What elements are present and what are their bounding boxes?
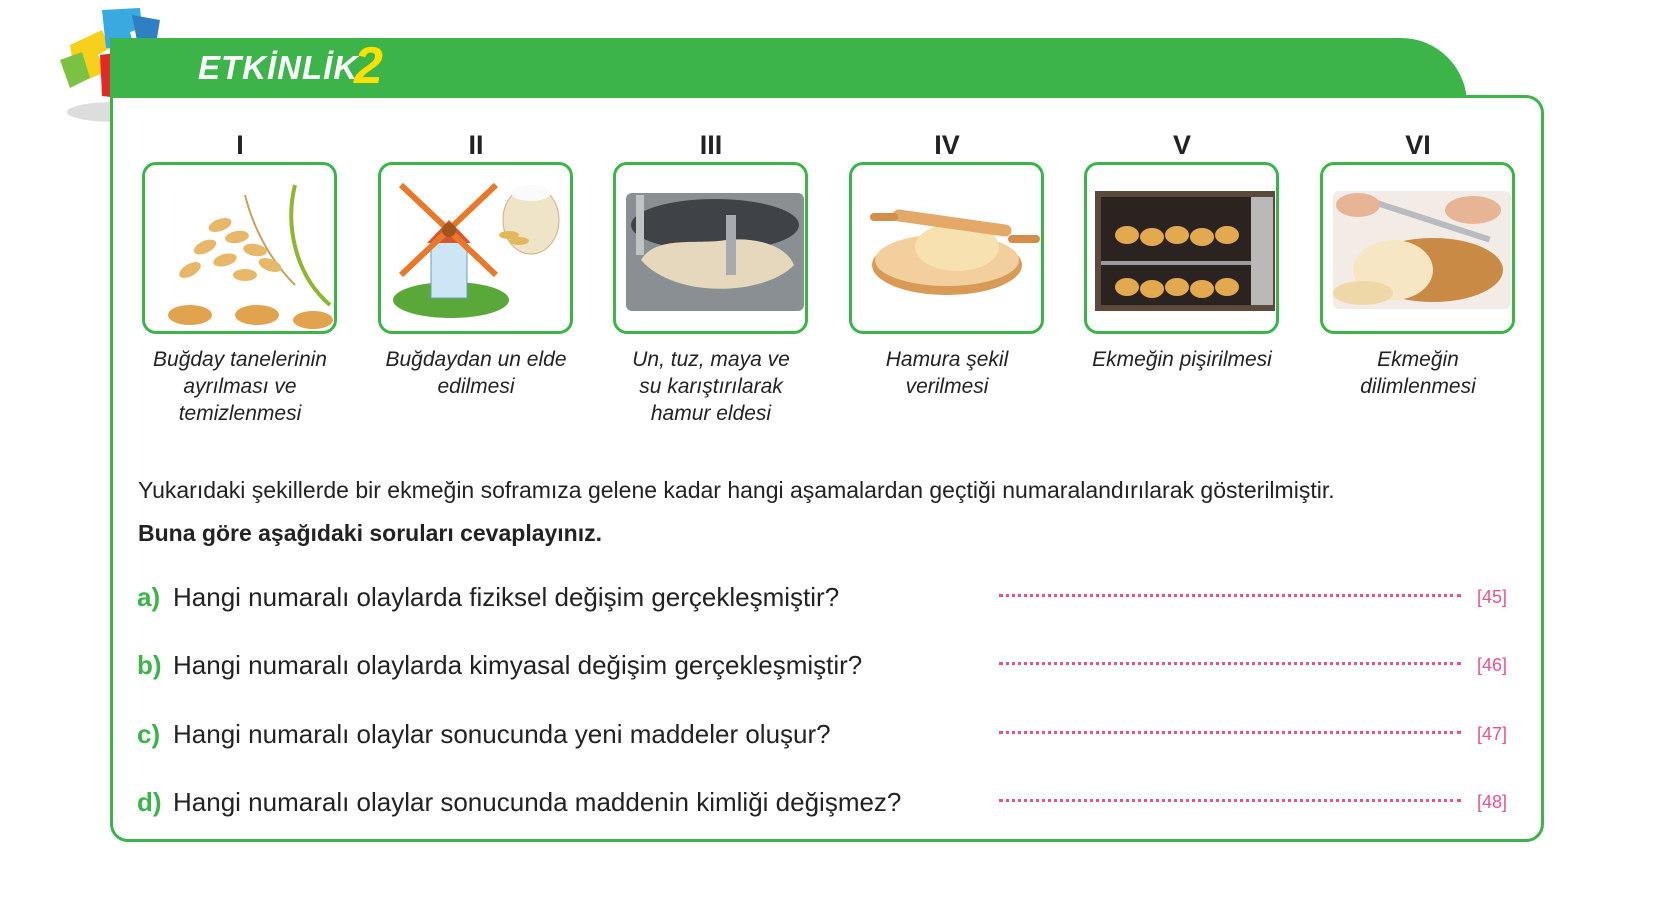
step-image-dough-mixer <box>613 162 808 334</box>
step-3 <box>611 128 811 427</box>
step-4 <box>847 128 1047 400</box>
step-image-bread-slicing <box>1320 162 1515 334</box>
step-numeral: I <box>236 130 244 160</box>
step-caption: Buğday tanelerinin ayrılması ve temizlenmesi <box>153 348 327 425</box>
step-image-bread-oven <box>1084 162 1279 334</box>
answer-line[interactable] <box>999 799 1461 802</box>
step-caption: Hamura şekil verilmesi <box>885 348 1009 398</box>
question-letter: c) <box>137 719 161 749</box>
step-image-wheat-grains <box>142 162 337 334</box>
step-numeral: V <box>1172 130 1191 160</box>
question-text: Hangi numaralı olaylar sonucunda yeni maddeler oluşur? <box>173 719 831 749</box>
step-numeral: III <box>699 130 723 160</box>
step-caption: Ekmeğin pişirilmesi <box>1092 348 1272 371</box>
step-numeral: II <box>468 130 484 160</box>
step-1 <box>140 128 340 427</box>
step-numeral: IV <box>934 130 960 160</box>
step-image-windmill-flour <box>378 162 573 334</box>
intro-text: Yukarıdaki şekillerde bir ekmeğin soframıza gelene kadar hangi aşamalardan geçtiği numaralandırılarak gösterilmiştir. <box>138 477 1335 503</box>
question-letter: b) <box>137 650 162 680</box>
question-ref: [46] <box>1477 655 1508 675</box>
step-2 <box>376 128 576 400</box>
question-c <box>137 717 1527 751</box>
question-text: Hangi numaralı olaylarda kimyasal değişim gerçekleşmiştir? <box>173 650 863 680</box>
question-letter: d) <box>137 787 162 817</box>
step-image-dough-rolling-pin <box>849 162 1044 334</box>
question-ref: [48] <box>1477 792 1508 812</box>
question-ref: [45] <box>1477 587 1508 607</box>
answer-line[interactable] <box>999 662 1461 665</box>
step-6 <box>1318 128 1518 400</box>
question-d <box>137 785 1527 819</box>
question-text: Hangi numaralı olaylar sonucunda maddenin kimliği değişmez? <box>173 787 902 817</box>
step-caption: Un, tuz, maya ve su karıştırılarak hamur eldesi <box>632 348 790 425</box>
activity-title: ETKİNLİK <box>198 49 359 86</box>
instruction-text: Buna göre aşağıdaki soruları cevaplayınız. <box>138 520 603 546</box>
answer-line[interactable] <box>999 594 1461 597</box>
answer-line[interactable] <box>999 731 1461 734</box>
question-letter: a) <box>137 582 161 612</box>
step-5 <box>1082 128 1282 373</box>
question-text: Hangi numaralı olaylarda fiziksel değişim gerçekleşmiştir? <box>173 582 840 612</box>
activity-number: 2 <box>354 37 383 95</box>
step-caption: Buğdaydan un elde edilmesi <box>385 348 567 398</box>
question-a <box>137 580 1527 614</box>
question-b <box>137 648 1527 682</box>
step-caption: Ekmeğin dilimlenmesi <box>1360 348 1476 398</box>
question-ref: [47] <box>1477 724 1508 744</box>
step-numeral: VI <box>1405 130 1431 160</box>
